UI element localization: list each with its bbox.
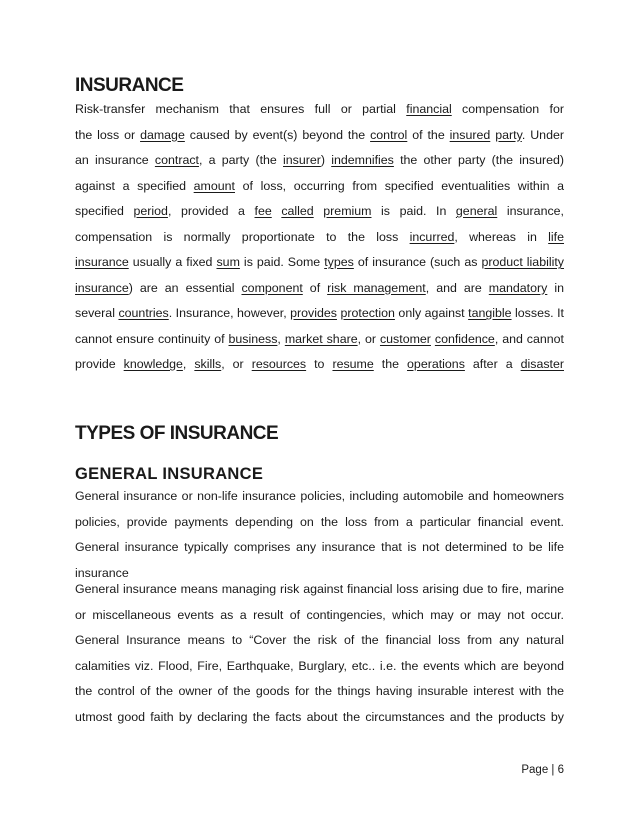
line-text: compensation is normally proportionate to the loss xyxy=(75,229,410,244)
paragraph-line xyxy=(75,148,564,174)
paragraph-line xyxy=(75,250,564,276)
line-text: . Under xyxy=(521,127,564,142)
line-text: , a party (the xyxy=(198,153,283,167)
line-text: of xyxy=(302,280,328,295)
heading-insurance: INSURANCE xyxy=(75,75,184,96)
line-text: caused by event(s) beyond the xyxy=(184,127,371,142)
term-link[interactable]: fee xyxy=(254,204,272,218)
term-link[interactable]: protection xyxy=(340,306,395,320)
line-text: , xyxy=(277,331,285,346)
term-link[interactable]: product liability xyxy=(481,255,564,269)
term-link[interactable]: damage xyxy=(140,127,185,142)
term-link[interactable]: life xyxy=(548,229,565,244)
line-text: ) are an essential xyxy=(128,280,242,295)
paragraph-line xyxy=(75,276,564,302)
line-text: provide xyxy=(75,357,124,371)
term-link[interactable]: party xyxy=(495,127,522,142)
paragraph-line: General insurance or non-life insurance policies, including automobile and homeowners xyxy=(75,489,564,503)
term-link[interactable]: market share xyxy=(284,331,358,346)
term-link[interactable]: mandatory xyxy=(488,280,548,295)
paragraph-line xyxy=(75,97,564,123)
insurance-paragraph xyxy=(75,97,564,378)
paragraph-line: General insurance typically comprises any insurance that is not determined to be life xyxy=(75,540,564,554)
term-link[interactable]: period xyxy=(133,204,168,218)
term-link[interactable]: general xyxy=(455,204,498,218)
term-link[interactable]: control xyxy=(370,127,408,142)
term-link[interactable]: financial xyxy=(406,102,452,116)
term-link[interactable]: component xyxy=(241,280,303,295)
paragraph-line: General insurance means managing risk against financial loss arising due to fire, marine xyxy=(75,582,564,596)
term-link[interactable]: business xyxy=(228,331,278,346)
line-text: is paid. In xyxy=(371,204,456,218)
line-text: of loss, occurring from specified eventualities within a xyxy=(235,178,564,193)
line-text: , and are xyxy=(425,280,489,295)
line-text: only against xyxy=(394,306,469,320)
term-link[interactable]: contract xyxy=(154,153,199,167)
term-link[interactable]: insured xyxy=(449,127,491,142)
paragraph-line xyxy=(75,327,564,353)
line-text: insurance, xyxy=(497,204,564,218)
term-link[interactable]: customer xyxy=(379,331,431,346)
line-text: of the xyxy=(407,127,450,142)
paragraph-line: utmost good faith by declaring the facts about the circumstances and the products by xyxy=(75,709,564,724)
term-link[interactable]: confidence xyxy=(434,331,495,346)
term-link[interactable]: sum xyxy=(216,255,240,269)
line-text: an insurance xyxy=(75,153,155,167)
line-text xyxy=(272,204,282,218)
paragraph-line xyxy=(75,225,564,251)
line-text: . Insurance, however, xyxy=(168,306,291,320)
term-link[interactable]: operations xyxy=(407,357,465,371)
term-link[interactable]: amount xyxy=(193,178,235,193)
line-text: , provided a xyxy=(167,204,255,218)
line-text: in xyxy=(547,280,564,295)
line-text: compensation for xyxy=(451,102,564,116)
general-paragraph-1 xyxy=(75,484,564,586)
paragraph-line: the control of the owner of the goods for the things having insurable interest with the xyxy=(75,684,564,698)
line-text: against a specified xyxy=(75,178,194,193)
page-number: Page | 6 xyxy=(521,764,564,776)
term-link[interactable]: provides xyxy=(290,306,337,320)
paragraph-line: calamities viz. Flood, Fire, Earthquake, Burglary, etc.. i.e. the events which are beyond xyxy=(75,658,564,673)
term-link[interactable]: insurance xyxy=(75,280,129,295)
term-link[interactable]: knowledge xyxy=(123,357,183,371)
paragraph-line: or miscellaneous events as a result of contingencies, which may or may not occur. xyxy=(75,607,564,622)
term-link[interactable]: types xyxy=(324,255,354,269)
term-link[interactable]: called xyxy=(281,204,314,218)
term-link[interactable]: insurer xyxy=(283,153,321,167)
heading-general-insurance: GENERAL INSURANCE xyxy=(75,465,264,483)
line-text: , or xyxy=(357,331,380,346)
line-text: after a xyxy=(464,357,521,371)
line-text: , and cannot xyxy=(494,331,565,346)
term-link[interactable]: skills xyxy=(194,357,222,371)
paragraph-line xyxy=(75,301,564,327)
paragraph-line xyxy=(75,199,564,225)
term-link[interactable]: tangible xyxy=(468,306,512,320)
line-text: losses. It xyxy=(511,306,564,320)
line-text: is paid. Some xyxy=(239,255,325,269)
term-link[interactable]: resources xyxy=(251,357,307,371)
term-link[interactable]: premium xyxy=(323,204,372,218)
paragraph-line: policies, provide payments depending on the loss from a particular financial event. xyxy=(75,514,564,529)
line-text: the xyxy=(373,357,408,371)
line-text: to xyxy=(306,357,333,371)
line-text: specified xyxy=(75,204,134,218)
term-link[interactable]: indemnifies xyxy=(331,153,394,167)
term-link[interactable]: countries xyxy=(118,306,169,320)
paragraph-line: General Insurance means to “Cover the risk of the financial loss from any natural xyxy=(75,633,564,647)
line-text: , xyxy=(182,357,195,371)
line-text: cannot ensure continuity of xyxy=(75,331,229,346)
heading-types-of-insurance: TYPES OF INSURANCE xyxy=(75,423,279,444)
line-text: Risk-transfer mechanism that ensures full or partial xyxy=(75,102,407,116)
line-text: usually a fixed xyxy=(128,255,217,269)
term-link[interactable]: disaster xyxy=(520,357,564,371)
general-paragraph-2 xyxy=(75,577,564,730)
paragraph-line xyxy=(75,352,564,378)
paragraph-line xyxy=(75,174,564,200)
line-text xyxy=(314,204,324,218)
term-link[interactable]: insurance xyxy=(75,255,129,269)
term-link[interactable]: risk management xyxy=(327,280,426,295)
line-text: ) xyxy=(320,153,332,167)
term-link[interactable]: resume xyxy=(332,357,374,371)
line-text: , whereas in xyxy=(454,229,549,244)
line-text: , or xyxy=(221,357,252,371)
paragraph-line: insurance xyxy=(75,565,129,580)
paragraph-line xyxy=(75,123,564,149)
line-text: several xyxy=(75,306,119,320)
line-text: the loss or xyxy=(75,127,141,142)
line-text: of insurance (such as xyxy=(353,255,482,269)
line-text: the other party (the insured) xyxy=(393,153,564,167)
term-link[interactable]: incurred xyxy=(409,229,455,244)
